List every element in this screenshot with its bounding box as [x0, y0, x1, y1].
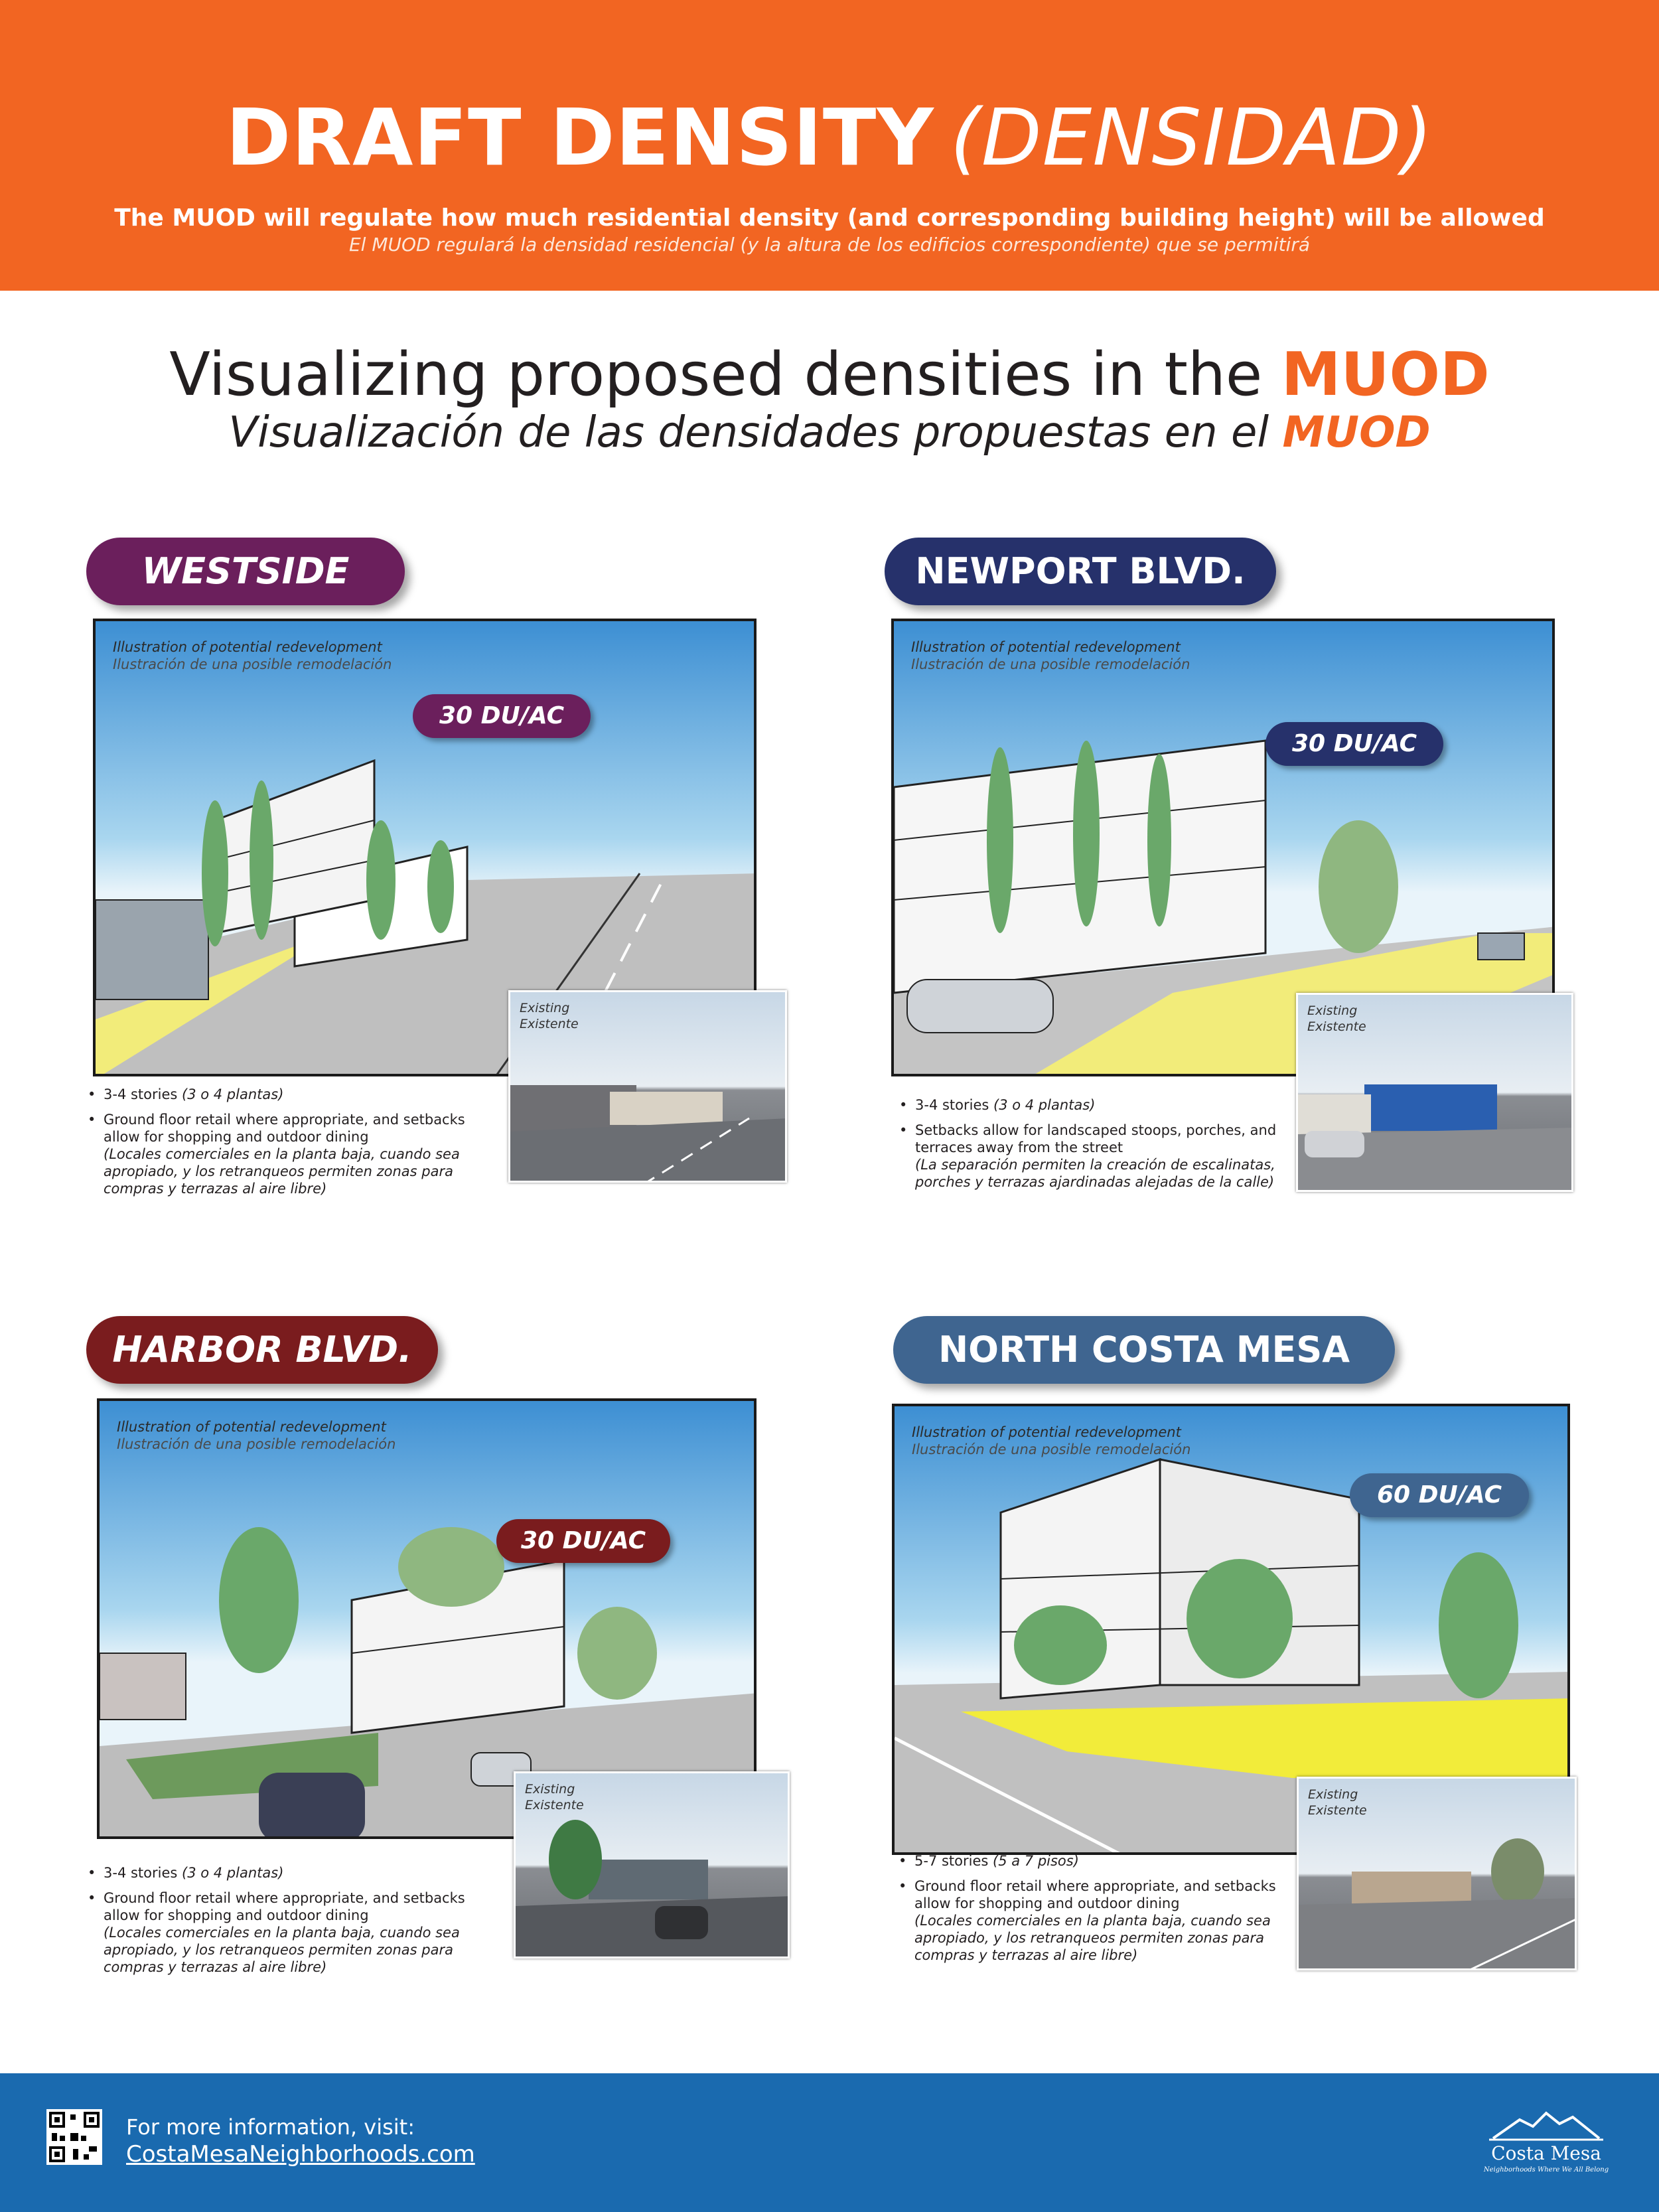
caption-es: Ilustración de una posible remodelación — [113, 656, 392, 672]
bullet-setbacks-en: • Setbacks allow for landscaped stoops, porches, and terraces away from the street — [915, 1122, 1277, 1155]
section-title-accent: MUOD — [1281, 340, 1490, 409]
bullet-stories — [88, 1086, 565, 1103]
page-title — [0, 94, 1659, 181]
illustration-caption — [911, 638, 1190, 673]
qr-code-icon[interactable] — [46, 2109, 102, 2165]
bullet-list — [88, 1864, 565, 1984]
bullet-stories-es: (3 o 4 plantas) — [993, 1097, 1096, 1113]
caption-en: Illustration of potential redevelopment — [117, 1419, 386, 1435]
footer — [0, 2073, 1659, 2212]
title-es: (DENSIDAD) — [950, 92, 1433, 183]
existing-en: Existing — [1308, 1787, 1358, 1802]
density-badge: 30 DU/AC — [1265, 722, 1443, 766]
bullet-stories-en: 3-4 stories — [104, 1086, 178, 1102]
existing-en: Existing — [1307, 1003, 1358, 1018]
illustration-caption — [117, 1418, 396, 1453]
density-badge: 30 DU/AC — [496, 1519, 670, 1563]
section-subtitle-accent: MUOD — [1282, 408, 1431, 457]
caption-en: Illustration of potential redevelopment — [911, 639, 1181, 655]
bullet-setbacks-en: • Ground floor retail where appropriate, and setbacks allow for shopping and outdoor dining — [104, 1112, 465, 1145]
costa-mesa-logo — [1480, 2100, 1613, 2186]
section-subtitle-text: Visualización de las densidades propuestas en el — [228, 408, 1269, 457]
bullet-setbacks-es: (Locales comerciales en la planta baja, cuando sea apropiado, y los retranqueos permiten zonas para compras y terrazas al aire libre) — [104, 1146, 460, 1197]
panel-westside — [86, 538, 790, 1201]
bullet-setbacks-es: (La separación permiten la creación de escalinatas, porches y terrazas ajardinadas alejadas de la calle) — [915, 1157, 1275, 1190]
bullet-setbacks — [88, 1889, 466, 1976]
existing-label — [525, 1781, 584, 1813]
panel-newport-blvd — [885, 538, 1588, 1201]
bullet-setbacks-es: (Locales comerciales en la planta baja, cuando sea apropiado, y los retranqueos permiten zonas para compras y terrazas al aire libre) — [914, 1913, 1271, 1963]
density-badge: 30 DU/AC — [413, 694, 591, 738]
existing-en: Existing — [520, 1001, 570, 1015]
bullet-stories-es: (3 o 4 plantas) — [182, 1865, 284, 1881]
caption-es: Ilustración de una posible remodelación — [117, 1436, 396, 1452]
header-banner — [0, 0, 1659, 291]
title-en: DRAFT DENSITY — [226, 92, 934, 183]
bullet-stories-es: (5 a 7 pisos) — [993, 1853, 1079, 1869]
area-label: WESTSIDE — [86, 538, 405, 605]
logo-name: Costa Mesa — [1491, 2142, 1601, 2164]
bullet-list — [899, 1852, 1376, 1972]
bullet-stories-es: (3 o 4 plantas) — [182, 1086, 284, 1102]
caption-es: Ilustración de una posible remodelación — [912, 1441, 1191, 1457]
header-subtitle-es: El MUOD regulará la densidad residencial (y la altura de los edificios correspondiente) que se permitirá — [348, 234, 1311, 256]
panel-north-costa-mesa — [893, 1316, 1597, 1980]
logo-skyline-icon — [1480, 2100, 1613, 2142]
bullet-setbacks — [899, 1122, 1284, 1191]
footer-info-text: For more information, visit: — [126, 2114, 415, 2140]
footer-website-link[interactable]: CostaMesaNeighborhoods.com — [126, 2141, 475, 2168]
bullet-stories-en: 5-7 stories — [914, 1853, 989, 1869]
density-badge: 60 DU/AC — [1350, 1473, 1529, 1517]
area-label: NEWPORT BLVD. — [885, 538, 1276, 605]
bullet-list — [899, 1096, 1377, 1199]
existing-es: Existente — [1308, 1803, 1367, 1818]
existing-es: Existente — [520, 1017, 579, 1031]
existing-en: Existing — [525, 1782, 575, 1797]
bullet-setbacks — [899, 1878, 1283, 1964]
section-subtitle — [0, 406, 1659, 459]
existing-label — [1307, 1003, 1366, 1035]
panel-harbor-blvd — [86, 1316, 790, 1980]
bullet-stories — [899, 1096, 1377, 1114]
section-title-text: Visualizing proposed densities in the — [169, 340, 1263, 409]
existing-es: Existente — [525, 1798, 584, 1812]
section-title — [0, 338, 1659, 411]
header-subtitle-en: The MUOD will regulate how much residential density (and corresponding building height) will be allowed — [114, 204, 1545, 232]
area-label: HARBOR BLVD. — [86, 1316, 438, 1384]
bullet-setbacks-en: • Ground floor retail where appropriate, and setbacks allow for shopping and outdoor dining — [104, 1890, 465, 1923]
bullet-stories-en: 3-4 stories — [915, 1097, 989, 1113]
bullet-setbacks-en: • Ground floor retail where appropriate, and setbacks allow for shopping and outdoor dining — [914, 1878, 1276, 1911]
existing-label — [1308, 1787, 1367, 1818]
illustration-caption — [912, 1424, 1190, 1458]
bullet-setbacks — [88, 1111, 466, 1197]
caption-en: Illustration of potential redevelopment — [113, 639, 382, 655]
existing-label — [520, 1000, 579, 1032]
existing-es: Existente — [1307, 1019, 1366, 1034]
bullet-stories — [88, 1864, 565, 1881]
logo-tagline: Neighborhoods Where We All Belong — [1483, 2166, 1609, 2174]
bullet-setbacks-es: (Locales comerciales en la planta baja, cuando sea apropiado, y los retranqueos permiten zonas para compras y terrazas al aire libre) — [104, 1925, 460, 1975]
bullet-stories-en: 3-4 stories — [104, 1865, 178, 1881]
caption-es: Ilustración de una posible remodelación — [911, 656, 1190, 672]
caption-en: Illustration of potential redevelopment — [912, 1424, 1181, 1440]
area-label: NORTH COSTA MESA — [893, 1316, 1395, 1384]
bullet-stories — [899, 1852, 1376, 1870]
qr-code-graphic — [46, 2109, 102, 2165]
illustration-caption — [113, 638, 392, 673]
bullet-list — [88, 1086, 565, 1205]
